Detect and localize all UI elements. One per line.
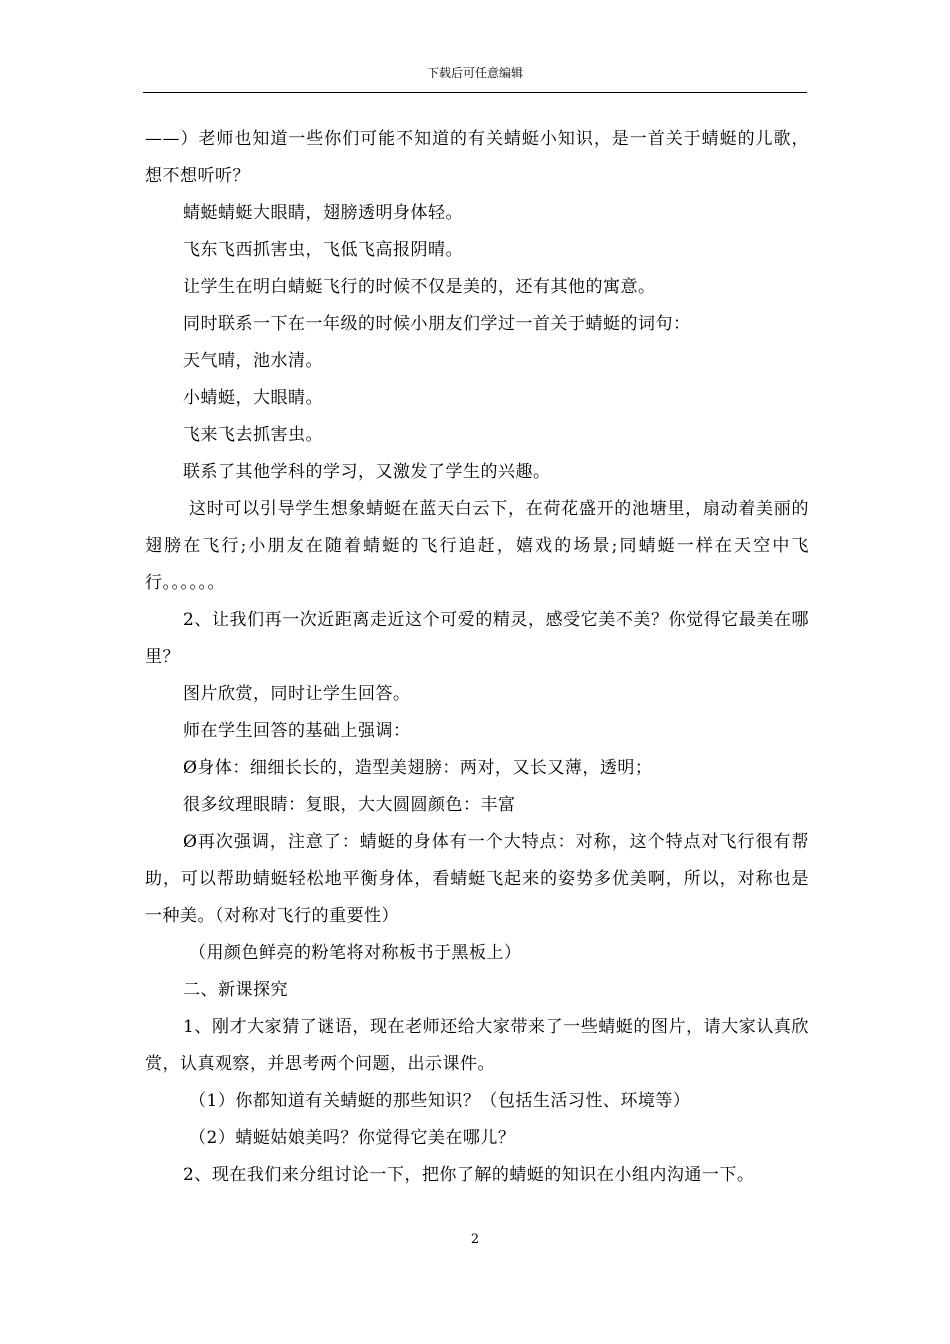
paragraph-task-2: 2、现在我们来分组讨论一下，把你了解的蜻蜓的知识在小组内沟通一下。	[183, 1165, 755, 1185]
paragraph-grade-one-link: 同时联系一下在一年级的时候小朋友们学过一首关于蜻蜓的词句：	[183, 314, 691, 334]
paragraph-symmetry: Ø再次强调，注意了：蜻蜓的身体有一个大特点：对称，这个特点对飞行很有帮助，可以帮助蜻蜓轻松地平衡身体，看蜻蜓飞起来的姿势多优美啊，所以，对称也是一种美。（对称对飞行的重要性）	[145, 832, 809, 926]
paragraph-question-2: 2、让我们再一次近距离走近这个可爱的精灵，感受它美不美？你觉得它最美在哪里？	[145, 610, 809, 667]
paragraph-rhyme-line-2: 飞东飞西抓害虫，飞低飞高报阴晴。	[183, 240, 463, 260]
paragraph-meaning-note: 让学生在明白蜻蜓飞行的时候不仅是美的，还有其他的寓意。	[183, 277, 656, 297]
paragraph-verse-line-2: 小蜻蜓，大眼睛。	[183, 388, 323, 408]
paragraph-body-wings: Ø身体：细细长长的，造型美翅膀：两对，又长又薄，透明；	[183, 758, 653, 778]
body-text	[145, 121, 809, 1194]
paragraph-intro-question: ——）老师也知道一些你们可能不知道的有关蜻蜓小知识，是一首关于蜻蜓的儿歌，想不想听听？	[145, 129, 809, 186]
paragraph-picture-appreciation: 图片欣赏，同时让学生回答。	[183, 684, 411, 704]
page-header: 下载后可任意编辑	[426, 66, 523, 80]
paragraph-question-item-2: （2）蜻蜓姑娘美吗？你觉得它美在哪儿？	[189, 1128, 516, 1148]
paragraph-interest-note: 联系了其他学科的学习，又激发了学生的兴趣。	[183, 462, 551, 482]
section-heading-new-lesson: 二、新课探究	[183, 980, 288, 1000]
paragraph-rhyme-line-1: 蜻蜓蜻蜓大眼睛，翅膀透明身体轻。	[183, 203, 463, 223]
paragraph-task-1: 1、刚才大家猜了谜语，现在老师还给大家带来了一些蜻蜓的图片，请大家认真欣赏，认真观察，并思考两个问题，出示课件。	[145, 1017, 809, 1074]
paragraph-question-item-1: （1）你都知道有关蜻蜓的那些知识？（包括生活习性、环境等）	[189, 1091, 691, 1111]
paragraph-eyes-colors: 很多纹理眼睛：复眼，大大圆圆颜色：丰富	[183, 795, 516, 815]
paragraph-imagination: 这时可以引导学生想象蜻蜓在蓝天白云下，在荷花盛开的池塘里，扇动着美丽的翅膀在飞行;小朋友在随着蜻蜓的飞行追赶，嬉戏的场景;同蜻蜓一样在天空中飞行。。。。。。	[145, 499, 809, 593]
paragraph-blackboard-note: （用颜色鲜亮的粉笔将对称板书于黑板上）	[189, 943, 522, 963]
header-divider	[143, 92, 807, 93]
paragraph-verse-line-3: 飞来飞去抓害虫。	[183, 425, 323, 445]
paragraph-verse-line-1: 天气晴，池水清。	[183, 351, 323, 371]
page-number: 2	[470, 1232, 480, 1247]
paragraph-teacher-emphasis: 师在学生回答的基础上强调：	[183, 721, 411, 741]
